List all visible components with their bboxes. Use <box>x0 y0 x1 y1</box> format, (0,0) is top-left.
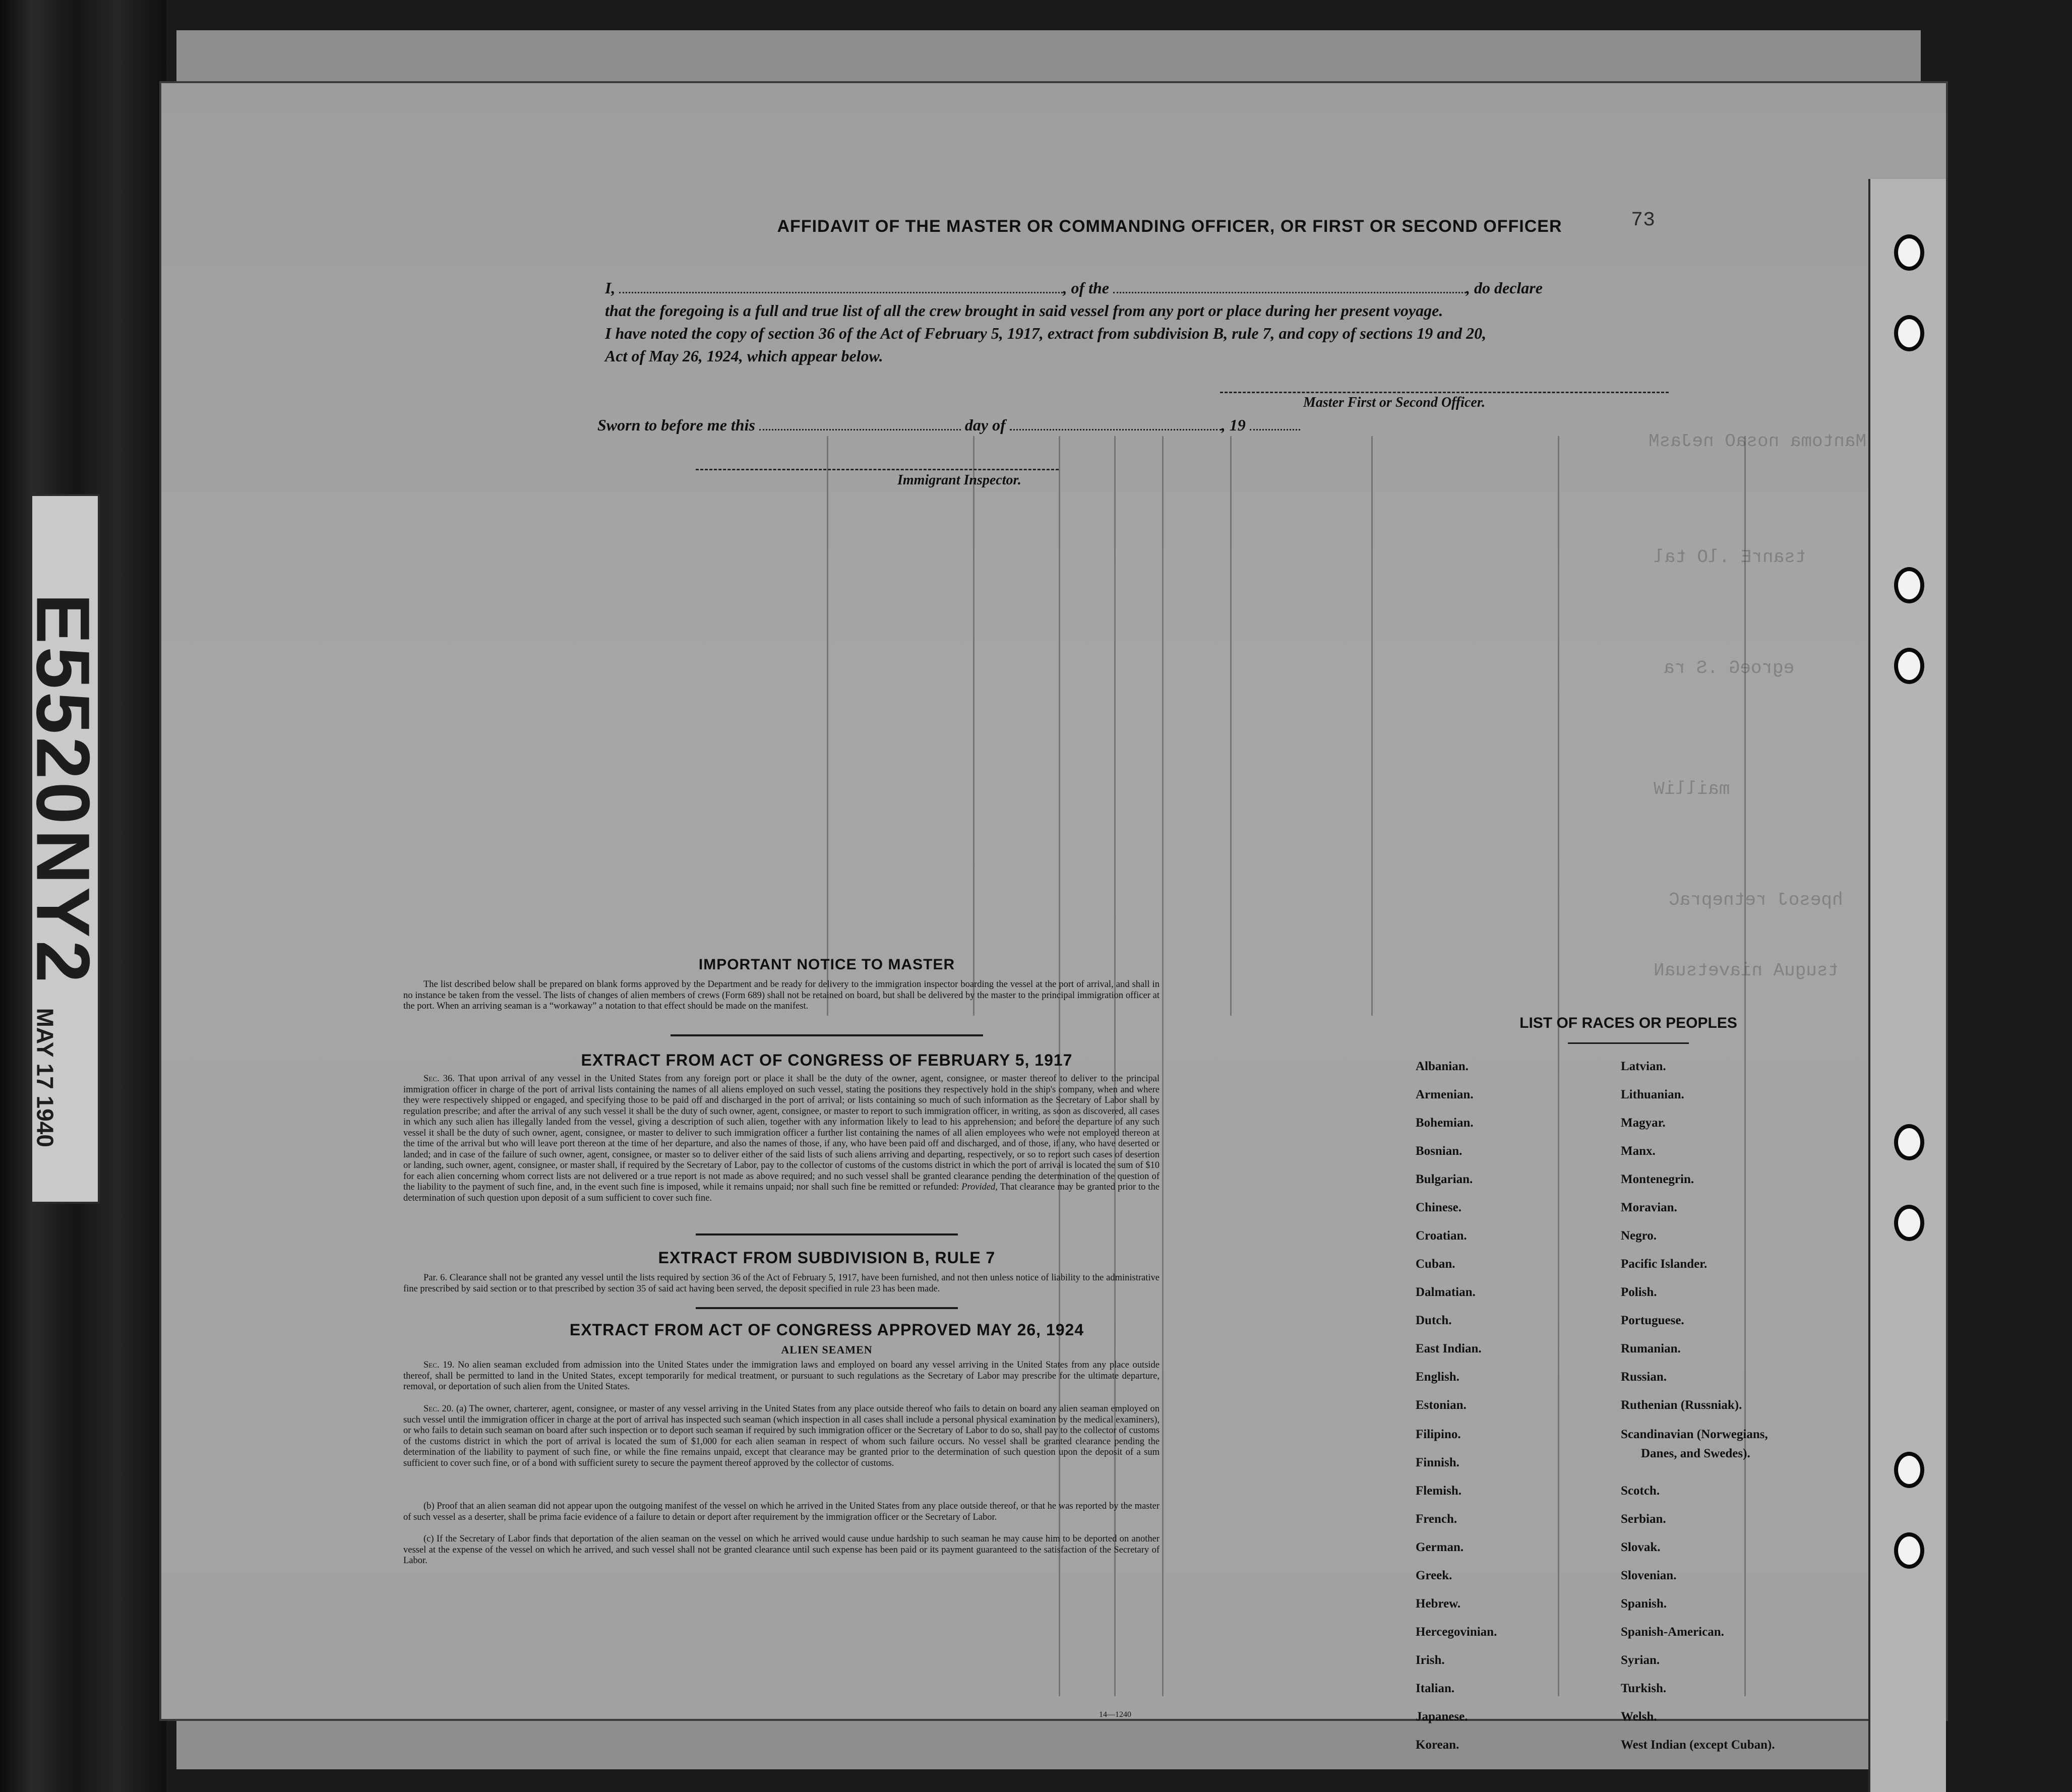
ledger-rule <box>1162 436 1164 1696</box>
affidavit-title: AFFIDAVIT OF THE MASTER OR COMMANDING OFFICER, OR FIRST OR SECOND OFFICER <box>777 217 1562 236</box>
sec19-text <box>403 1360 1160 1393</box>
manifest-page <box>161 83 1946 1752</box>
race-item: Croatian. <box>1416 1229 1467 1243</box>
race-item: French. <box>1416 1512 1457 1526</box>
race-item: Estonian. <box>1416 1398 1467 1412</box>
race-item: Syrian. <box>1621 1653 1660 1667</box>
binder-hole <box>1894 1124 1924 1160</box>
sec19-label: Sec. 19. <box>423 1360 455 1370</box>
race-item: Bohemian. <box>1416 1116 1474 1130</box>
ledger-rule <box>1230 436 1232 1016</box>
race-item: Finnish. <box>1416 1456 1459 1469</box>
race-item: Filipino. <box>1416 1428 1461 1441</box>
race-item: Welsh. <box>1621 1710 1657 1723</box>
form-number: 14—1240 <box>1099 1710 1131 1719</box>
sec20a-text <box>403 1404 1160 1469</box>
races-title: LIST OF RACES OR PEOPLES <box>1519 1015 1737 1031</box>
ledger-rule <box>973 436 974 1016</box>
race-item: Korean. <box>1416 1738 1459 1752</box>
race-item: Armenian. <box>1416 1088 1474 1101</box>
race-item: Chinese. <box>1416 1201 1461 1214</box>
bleed-through-text: egroeG .S ra <box>1664 658 1795 678</box>
sec20c-text: (c) If the Secretary of Labor finds that deportation of the alien seaman on the vessel on which he arrived would cause undue hardship to such seaman he may cause him to be deported on another vessel at the expense of the vessel on which he arrived, and such vessel shall not be granted clearance until such expense has been paid or its payment guaranteed to the satisfaction of the Secretary of Labor. <box>403 1534 1160 1566</box>
affidavit-declare: , do declare <box>1466 279 1543 297</box>
race-item: Lithuanian. <box>1621 1088 1684 1101</box>
race-item: Slovenian. <box>1621 1569 1677 1582</box>
ledger-rule <box>827 436 828 1016</box>
race-item: West Indian (except Cuban). <box>1621 1738 1775 1752</box>
sec20a-body: (a) The owner, charterer, agent, consignee, or master of any vessel arriving in the United States from any place outside thereof who fails to detain on board any alien seaman employed on such vessel until the immigration officer in charge at the port of arrival has inspected such seaman (which inspection in all cases shall include a personal physical examination by the medical examiners), or who fails to detain such seaman on board after such inspection or to deport such seaman if required by such immigration officer or the Secretary of Labor to do so, shall pay to the collector of customs of the customs district in which the port of arrival is located the sum of $1,000 for each alien seaman in respect of whom such failure occurs. No vessel shall be granted clearance pending the determination of the liability to payment of such fine, or while the fine remains unpaid, except that clearance may be granted prior to the determination of such question upon the deposit of a sum sufficient to cover such fine, or of a bond with sufficient surety to secure the payment thereof approved by the collector of customs. <box>403 1404 1160 1468</box>
binder-hole <box>1894 1532 1924 1569</box>
binder-hole <box>1894 648 1924 684</box>
race-item: Irish. <box>1416 1653 1445 1667</box>
inspector-label: Immigrant Inspector. <box>897 472 1021 488</box>
stamp-number: E5520 <box>21 593 106 827</box>
binder-hole <box>1894 1205 1924 1241</box>
race-item: Turkish. <box>1621 1682 1667 1695</box>
race-item: Serbian. <box>1621 1512 1666 1526</box>
race-item: Ruthenian (Russniak). <box>1621 1398 1742 1412</box>
race-item: Spanish. <box>1621 1597 1667 1611</box>
sworn-day-blank[interactable] <box>759 416 961 430</box>
bleed-through-text: Mantoma nosaO neJasM <box>1649 431 1867 452</box>
provided-word: Provided, <box>961 1182 998 1192</box>
name-blank[interactable] <box>619 279 1063 293</box>
stamp-date: MAY 17 1940 <box>32 1008 58 1147</box>
race-item: Hebrew. <box>1416 1597 1461 1611</box>
section-rule <box>696 1233 958 1235</box>
bleed-through-text: hpesoJ retnepraC <box>1669 890 1843 910</box>
bleed-through-text: mailliW <box>1654 779 1730 799</box>
race-item: Slovak. <box>1621 1540 1661 1554</box>
bleed-through-text: tsuguA niavetsuaN <box>1654 960 1839 981</box>
sec36-label: Sec. 36. <box>423 1074 455 1084</box>
race-item: Manx. <box>1621 1144 1656 1158</box>
race-item: Dutch. <box>1416 1314 1452 1327</box>
alien-seamen-heading: ALIEN SEAMEN <box>781 1343 873 1356</box>
binder-hole <box>1894 1452 1924 1488</box>
affidavit-line-2: that the foregoing is a full and true list of all the crew brought in said vessel from any port or place during her present voyage. <box>605 301 1443 320</box>
race-item: Rumanian. <box>1621 1342 1681 1355</box>
sec20b-text: (b) Proof that an alien seaman did not appear upon the outgoing manifest of the vessel on which he arrived in the United States from any place outside thereof, or that he was reported by the master of such vessel as a deserter, shall be prima facie evidence of a failure to detain or deport after requirement by the immigration officer or the Secretary of Labor. <box>403 1501 1160 1522</box>
race-item: Scotch. <box>1621 1484 1660 1498</box>
races-rule <box>1568 1042 1689 1044</box>
race-item: Magyar. <box>1621 1116 1666 1130</box>
race-item: Russian. <box>1621 1370 1667 1384</box>
ledger-rule <box>1744 436 1746 1696</box>
section-rule <box>696 1307 958 1309</box>
sec19-body: No alien seaman excluded from admission into the United States under the immigration laws and employed on board any vessel arriving in the United States from any place outside thereof, shall be permitted to land in the United States, except temporarily for medical treatment, or pursuant to such regulations as the Secretary of Labor may prescribe for the ultimate departure, removal, or deportation of such alien from the United States. <box>403 1360 1160 1392</box>
page-number: 73 <box>1631 209 1656 232</box>
race-item: Negro. <box>1621 1229 1657 1243</box>
race-item: Flemish. <box>1416 1484 1461 1498</box>
binder-hole <box>1894 315 1924 351</box>
race-item: Montenegrin. <box>1621 1172 1694 1186</box>
sec36-end: That clearance may be granted prior to the determination of such question upon deposit of a sum sufficient to cover such fine. <box>403 1182 1160 1203</box>
race-item: Hercegovinian. <box>1416 1625 1497 1639</box>
race-item: Italian. <box>1416 1682 1455 1695</box>
extract-1917-title: EXTRACT FROM ACT OF CONGRESS OF FEBRUARY 5, 1917 <box>581 1051 1073 1069</box>
race-item: Bulgarian. <box>1416 1172 1473 1186</box>
binder-hole <box>1894 234 1924 271</box>
race-item: Moravian. <box>1621 1201 1677 1214</box>
race-item: Scandinavian (Norwegians, <box>1621 1428 1768 1441</box>
notice-text: The list described below shall be prepared on blank forms approved by the Department and be ready for delivery to the immigration inspector boarding the vessel at the port of arrival, and shall in no instance be taken from the vessel. The lists of changes of alien members of crews (Form 689) shall not be retained on board, but shall be delivered by the master to the principal immigration officer at the port. When an arriving seaman is a “workaway” a notation to that effect should be made on the manifest. <box>403 979 1160 1011</box>
extract-1917-text <box>403 1074 1160 1204</box>
vessel-blank[interactable] <box>1113 279 1466 293</box>
microfilm-stamp <box>20 593 107 1147</box>
race-item: English. <box>1416 1370 1459 1384</box>
year-prefix: , 19 <box>1221 416 1246 434</box>
race-item: Greek. <box>1416 1569 1452 1582</box>
affidavit-line-4: Act of May 26, 1924, which appear below. <box>605 347 883 365</box>
notice-title: IMPORTANT NOTICE TO MASTER <box>698 956 955 973</box>
subdivision-b-title: EXTRACT FROM SUBDIVISION B, RULE 7 <box>658 1249 996 1267</box>
race-item-continued: Danes, and Swedes). <box>1641 1447 1750 1460</box>
sworn-line <box>597 416 1300 435</box>
sworn-text: Sworn to before me this <box>597 416 755 434</box>
affidavit-of-the: , of the <box>1063 279 1109 297</box>
ledger-rule <box>1371 436 1373 1016</box>
race-item: Albanian. <box>1416 1060 1469 1073</box>
master-signature-line[interactable] <box>1220 392 1669 393</box>
sec20-label: Sec. 20. <box>423 1404 454 1414</box>
master-label: Master First or Second Officer. <box>1303 395 1486 410</box>
race-item: Dalmatian. <box>1416 1285 1476 1299</box>
race-item: Portuguese. <box>1621 1314 1684 1327</box>
inspector-signature-line[interactable] <box>696 469 1059 470</box>
race-item: Japanese. <box>1416 1710 1468 1723</box>
affidavit-i: I, <box>605 279 616 297</box>
binder-hole <box>1894 567 1924 603</box>
day-of-text: day of <box>964 416 1006 434</box>
race-item: East Indian. <box>1416 1342 1482 1355</box>
ledger-rule <box>1558 436 1559 1696</box>
race-item: Spanish-American. <box>1621 1625 1724 1639</box>
extract-1924-title: EXTRACT FROM ACT OF CONGRESS APPROVED MAY 26, 1924 <box>569 1321 1084 1339</box>
race-item: Bosnian. <box>1416 1144 1462 1158</box>
sworn-year-blank[interactable] <box>1250 416 1300 430</box>
race-item: Cuban. <box>1416 1257 1455 1271</box>
race-item: Polish. <box>1621 1285 1657 1299</box>
subdivision-b-text: Par. 6. Clearance shall not be granted any vessel until the lists required by section 36 of the Act of February 5, 1917, have been furnished, and not then unless notice of liability to the administrative fine prescribed by said section or to that prescribed by section 35 of said act having been served, the deposit specified in rule 23 has been made. <box>403 1273 1160 1294</box>
sec36-body: That upon arrival of any vessel in the United States from any foreign port or place it shall be the duty of the owner, agent, consignee, or master thereof to deliver to the principal immigration officer in charge of the port of arrival lists containing the names of all aliens employed on such vessel, stating the positions they respectively hold in the ship's company, when and where they were respectively shipped or engaged, and specifying those to be paid off and discharged in the port of arrival; or lists containing so much of such information as the Secretary of Labor shall by regulation prescribe; and after the arrival of any such vessel it shall be the duty of such owner, agent, consignee, or master to report to such immigration officer, in writing, as soon as discovered, all cases in which any such alien has illegally landed from the vessel, giving a description of such alien, together with any information likely to lead to his apprehension; and before the departure of any such vessel it shall be the duty of such owner, agent, consignee, or master to deliver to such immigration officer a further list containing the names of all alien employees who were not employed thereon at the time of the arrival but who will leave port thereon at the time of her departure, and also the names of those, if any, who have been paid off and discharged, and of those, if any, who have deserted or landed; and in case of the failure of such owner, agent, consignee, or master so to deliver either of the said lists of such aliens arriving and departing, respectively, or so to report such cases of desertion or landing, such owner, agent, consignee, or master shall, if required by the Secretary of Labor, pay to the collector of customs of the customs district in which the port of arrival is located the sum of $10 for each alien concerning whom correct lists are not delivered or a true report is not made as above required; and no such vessel shall be granted clearance pending the determination of the question of the liability to the payment of such fine, and, in the event such fine is imposed, while it remains unpaid; nor shall such fine be remitted or refunded: <box>403 1074 1160 1192</box>
stamp-code: NY2 <box>21 829 106 986</box>
section-rule <box>671 1034 983 1036</box>
race-item: German. <box>1416 1540 1464 1554</box>
affidavit-line-3: I have noted the copy of section 36 of the Act of February 5, 1917, extract from subdivision B, rule 7, and copy of sections 19 and 20, <box>605 324 1487 342</box>
race-item: Pacific Islander. <box>1621 1257 1708 1271</box>
affidavit-line-1 <box>605 279 1543 297</box>
bleed-through-text: tsanrE .lO tal <box>1654 547 1806 568</box>
race-item: Latvian. <box>1621 1060 1666 1073</box>
sworn-month-blank[interactable] <box>1010 416 1222 430</box>
